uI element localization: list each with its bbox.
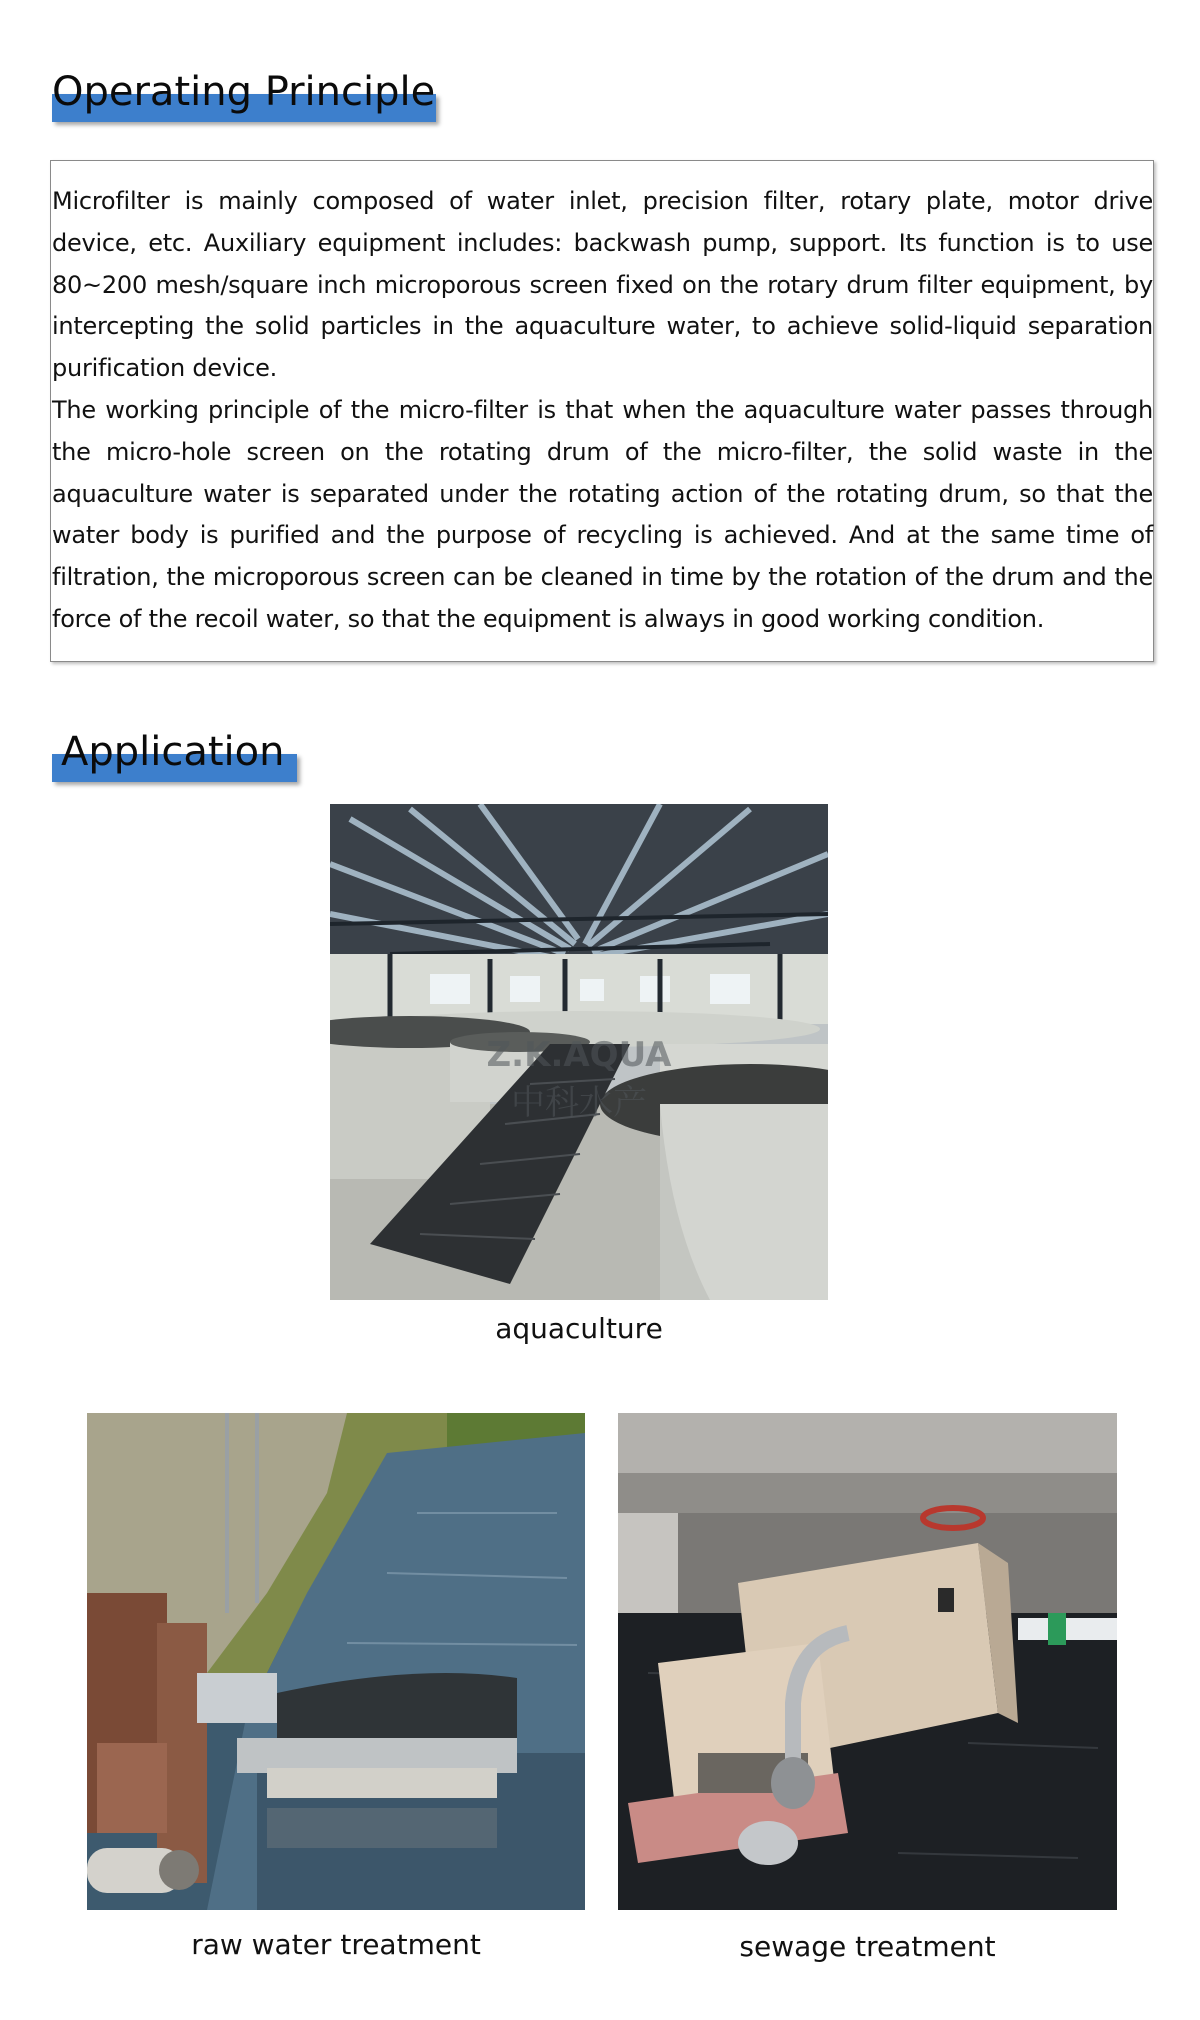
heading-text: Application	[61, 729, 285, 775]
paragraph-working-principle: The working principle of the micro-filter is that when the aquaculture water passes through the micro-hole screen on the rotating drum of the micro-filter, the solid waste in the aquaculture water is separated under the rotating action of the rotating drum, so that the water body is purified and the purpose of recycling is achieved. And at the same time of filtration, the microporous screen can be cleaned in time by the rotation of the drum and the force of the recoil water, so that the equipment is always in good working condition.	[52, 395, 1153, 633]
application-heading	[52, 728, 285, 776]
raw-water-treatment-caption: raw water treatment	[191, 1928, 481, 1961]
operating-principle-textbox	[50, 160, 1154, 662]
heading-text: Operating Principle	[52, 69, 436, 115]
watermark-en: Z.K.AQUA	[486, 1035, 672, 1075]
aquaculture-caption: aquaculture	[495, 1312, 663, 1345]
aquaculture-photo	[330, 804, 828, 1300]
sewage-treatment-photo	[618, 1413, 1117, 1910]
raw-water-treatment-photo	[87, 1413, 585, 1910]
operating-principle-heading	[52, 68, 435, 116]
watermark-cn: 中科水产	[511, 1083, 647, 1123]
paragraph-composition: Microfilter is mainly composed of water inlet, precision filter, rotary plate, motor drive device, etc. Auxiliary equipment includes: backwash pump, support. Its function is to use 80~200 mesh/square inch microporous screen fixed on the rotary drum filter equipment, by intercepting the solid particles in the aquaculture water, to achieve solid-liquid separation purification device.	[52, 187, 1153, 383]
sewage-treatment-caption: sewage treatment	[739, 1930, 996, 1963]
